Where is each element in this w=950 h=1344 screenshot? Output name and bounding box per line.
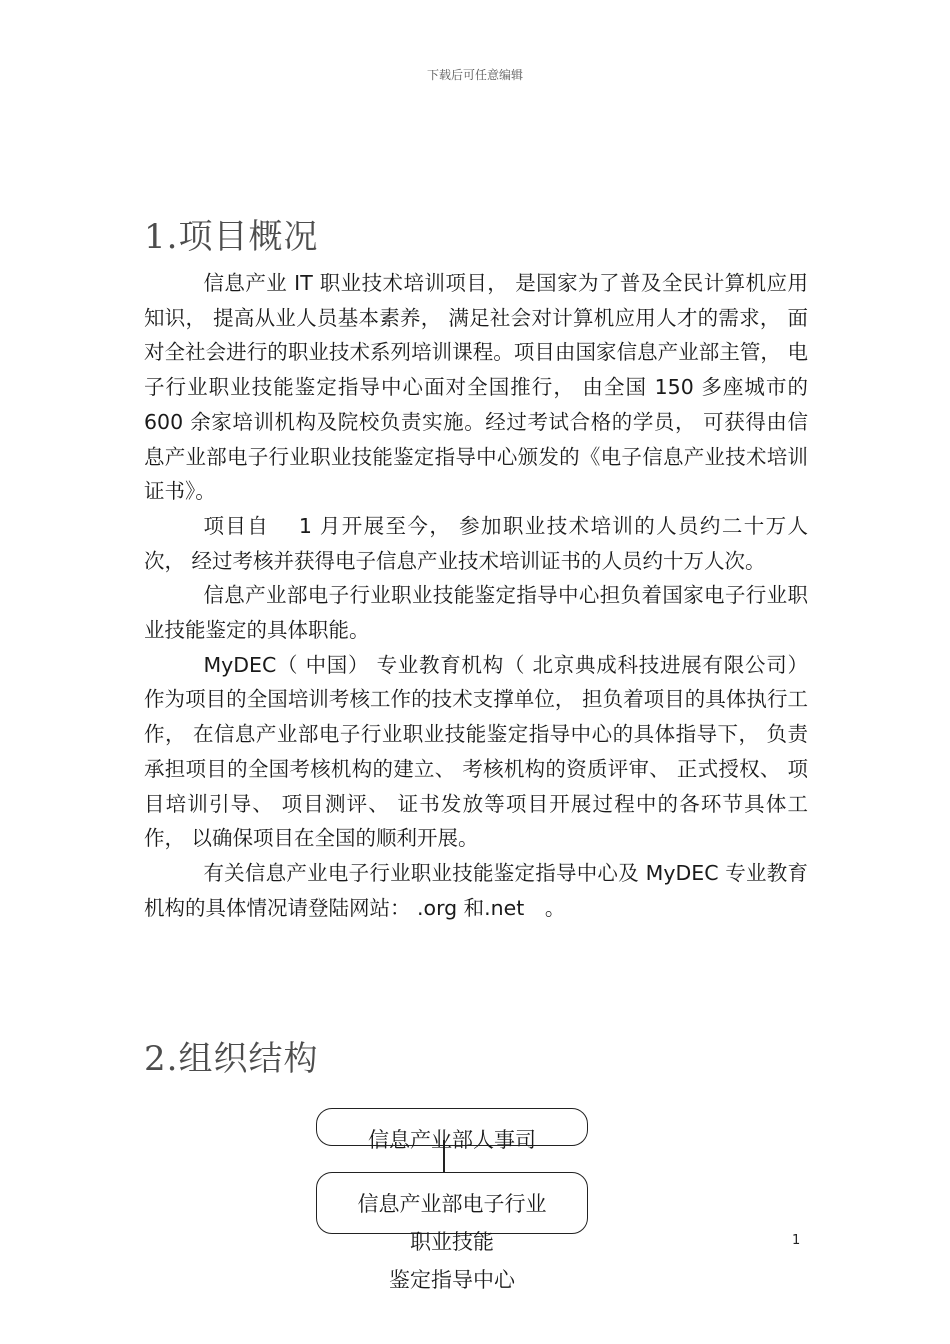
section-heading-overview: 1.项目概况 — [144, 217, 319, 257]
header-note: 下载后可任意编辑 — [426, 68, 523, 82]
org-node-skill-center-label-line2: 职业技能 — [410, 1230, 494, 1254]
paragraph-overview-2: 项目自 1 月开展至今， 参加职业技术培训的人员约二十万人次， 经过考核并获得电子信息产业技术培训证书的人员约十万人次。 — [144, 513, 808, 573]
paragraph-overview-1: 信息产业 IT 职业技术培训项目， 是国家为了普及全民计算机应用知识， 提高从业人员基本素养， 满足社会对计算机应用人才的需求， 面对全社会进行的职业技术系列培训课程。项目由国家信息产业部主管， 电子行业职业技能鉴定指导中心面对全国推行， 由全国 150 多座城市的 600 余家培训机构及院校负责实施。经过考试合格的学员， 可获得由信息产业部电子行业职业技能鉴定指导中心颁发的《电子信息产业技术培训证书》。 — [144, 271, 808, 504]
paragraph-overview-4: MyDEC（ 中国） 专业教育机构（ 北京典成科技进展有限公司） 作为项目的全国培训考核工作的技术支撑单位， 担负着项目的具体执行工作， 在信息产业部电子行业职业技能鉴定指导中心的具体指导下， 负责承担项目的全国考核机构的建立、 考核机构的资质评审、 正式授权、 项目培训引导、 项目测评、 证书发放等项目开展过程中的各环节具体工作， 以确保项目在全国的顺利开展。 — [144, 652, 808, 851]
org-node-hr-department-label: 信息产业部人事司 — [368, 1128, 536, 1152]
page-number: 1 — [792, 1233, 801, 1248]
document-body — [144, 212, 808, 1079]
org-node-skill-center-label-line3: 鉴定指导中心 — [389, 1268, 515, 1292]
section-heading-organization: 2.组织结构 — [144, 1039, 319, 1079]
paragraph-overview-5: 有关信息产业电子行业职业技能鉴定指导中心及 MyDEC 专业教育机构的具体情况请登陆网站： .org 和.net 。 — [144, 860, 808, 920]
org-node-skill-center-label-line1: 信息产业部电子行业 — [357, 1192, 547, 1216]
paragraph-overview-3: 信息产业部电子行业职业技能鉴定指导中心担负着国家电子行业职业技能鉴定的具体职能。 — [144, 583, 808, 643]
